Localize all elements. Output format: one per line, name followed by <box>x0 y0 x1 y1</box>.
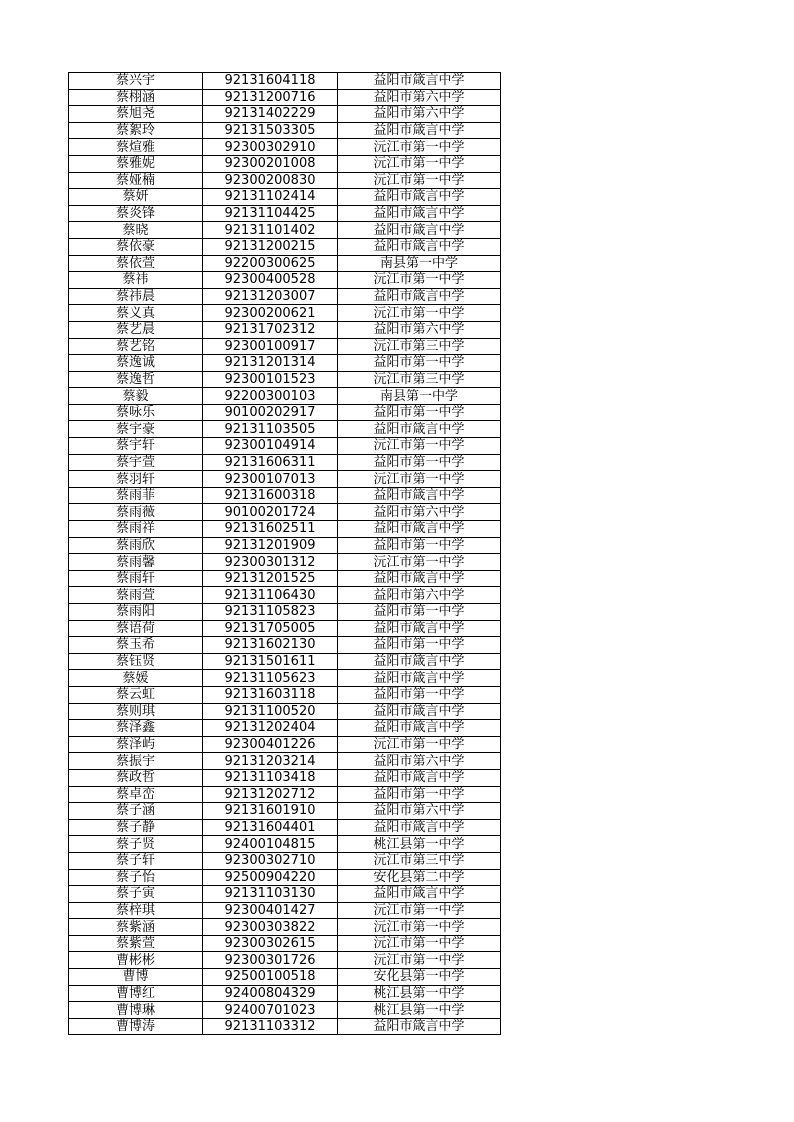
exam-number-cell: 92131103418 <box>203 769 338 786</box>
school-cell: 益阳市第六中学 <box>338 753 501 770</box>
student-name-cell: 蔡絮玲 <box>69 122 203 139</box>
student-name-cell: 蔡雨轩 <box>69 570 203 587</box>
table-row <box>69 736 501 753</box>
student-name-cell: 蔡艺晨 <box>69 321 203 338</box>
school-cell: 益阳市第六中学 <box>338 587 501 604</box>
exam-number-cell: 92300302615 <box>203 935 338 952</box>
school-cell: 益阳市箴言中学 <box>338 205 501 222</box>
table-row <box>69 1018 501 1035</box>
exam-number-cell: 92300301726 <box>203 952 338 969</box>
exam-number-cell: 92131201525 <box>203 570 338 587</box>
student-name-cell: 蔡祎晨 <box>69 288 203 305</box>
school-cell: 益阳市第一中学 <box>338 537 501 554</box>
exam-number-cell: 92300101523 <box>203 371 338 388</box>
school-cell: 益阳市箴言中学 <box>338 122 501 139</box>
school-cell: 益阳市箴言中学 <box>338 703 501 720</box>
student-name-cell: 蔡钰贤 <box>69 653 203 670</box>
student-name-cell: 蔡煊雅 <box>69 139 203 156</box>
student-name-cell: 蔡宇轩 <box>69 438 203 455</box>
exam-number-cell: 92131602130 <box>203 637 338 654</box>
table-row <box>69 653 501 670</box>
student-name-cell: 蔡雨祥 <box>69 521 203 538</box>
school-cell: 益阳市第六中学 <box>338 321 501 338</box>
table-row <box>69 238 501 255</box>
student-name-cell: 蔡子寅 <box>69 886 203 903</box>
school-cell: 益阳市箴言中学 <box>338 238 501 255</box>
school-cell: 益阳市箴言中学 <box>338 819 501 836</box>
exam-number-cell: 92300400528 <box>203 272 338 289</box>
table-row <box>69 836 501 853</box>
school-cell: 益阳市箴言中学 <box>338 222 501 239</box>
student-name-cell: 蔡语荷 <box>69 620 203 637</box>
table-row <box>69 570 501 587</box>
student-name-cell: 蔡艺铭 <box>69 338 203 355</box>
table-row <box>69 471 501 488</box>
school-cell: 益阳市第六中学 <box>338 504 501 521</box>
table-row <box>69 919 501 936</box>
school-cell: 桃江县第一中学 <box>338 836 501 853</box>
school-cell: 沅江市第三中学 <box>338 338 501 355</box>
school-cell: 沅江市第一中学 <box>338 952 501 969</box>
exam-number-cell: 92131103130 <box>203 886 338 903</box>
table-row <box>69 670 501 687</box>
table-row <box>69 554 501 571</box>
student-name-cell: 蔡子轩 <box>69 852 203 869</box>
school-cell: 桃江县第一中学 <box>338 1002 501 1019</box>
school-cell: 沅江市第一中学 <box>338 305 501 322</box>
school-cell: 安化县第一中学 <box>338 969 501 986</box>
student-name-cell: 蔡宇萱 <box>69 454 203 471</box>
table-row <box>69 985 501 1002</box>
school-cell: 益阳市箴言中学 <box>338 421 501 438</box>
table-row <box>69 172 501 189</box>
school-cell: 益阳市第一中学 <box>338 355 501 372</box>
school-cell: 益阳市箴言中学 <box>338 570 501 587</box>
school-cell: 沅江市第一中学 <box>338 919 501 936</box>
student-name-cell: 曹彬彬 <box>69 952 203 969</box>
student-name-cell: 蔡子贤 <box>69 836 203 853</box>
exam-number-cell: 92500100518 <box>203 969 338 986</box>
school-cell: 益阳市第六中学 <box>338 89 501 106</box>
school-cell: 益阳市箴言中学 <box>338 620 501 637</box>
exam-number-cell: 92200300103 <box>203 388 338 405</box>
student-name-cell: 蔡子静 <box>69 819 203 836</box>
table-row <box>69 487 501 504</box>
student-name-cell: 蔡雅妮 <box>69 155 203 172</box>
student-name-cell: 蔡旭尧 <box>69 106 203 123</box>
table-row <box>69 205 501 222</box>
exam-number-cell: 92500904220 <box>203 869 338 886</box>
exam-number-cell: 92131501611 <box>203 653 338 670</box>
table-row <box>69 786 501 803</box>
exam-number-cell: 92300201008 <box>203 155 338 172</box>
exam-number-cell: 92131604118 <box>203 73 338 90</box>
exam-number-cell: 92131201314 <box>203 355 338 372</box>
table-row <box>69 869 501 886</box>
student-name-cell: 蔡玉希 <box>69 637 203 654</box>
school-cell: 沅江市第三中学 <box>338 852 501 869</box>
school-cell: 益阳市箴言中学 <box>338 769 501 786</box>
table-row <box>69 753 501 770</box>
student-name-cell: 蔡云虹 <box>69 686 203 703</box>
table-row <box>69 139 501 156</box>
student-name-cell: 蔡羽轩 <box>69 471 203 488</box>
exam-number-cell: 92400104815 <box>203 836 338 853</box>
exam-number-cell: 92200300625 <box>203 255 338 272</box>
student-name-cell: 蔡梓琪 <box>69 902 203 919</box>
exam-number-cell: 92300100917 <box>203 338 338 355</box>
table-row <box>69 222 501 239</box>
exam-number-cell: 92131102414 <box>203 189 338 206</box>
table-row <box>69 388 501 405</box>
exam-number-cell: 92131103312 <box>203 1018 338 1035</box>
exam-number-cell: 92131104425 <box>203 205 338 222</box>
school-cell: 益阳市箴言中学 <box>338 653 501 670</box>
student-name-cell: 蔡媛 <box>69 670 203 687</box>
exam-number-cell: 92131402229 <box>203 106 338 123</box>
school-cell: 沅江市第一中学 <box>338 272 501 289</box>
student-name-cell: 蔡炎锋 <box>69 205 203 222</box>
table-row <box>69 886 501 903</box>
exam-number-cell: 90100201724 <box>203 504 338 521</box>
table-row <box>69 321 501 338</box>
table-row <box>69 537 501 554</box>
table-row <box>69 587 501 604</box>
student-name-cell: 蔡泽鑫 <box>69 720 203 737</box>
exam-number-cell: 92131202404 <box>203 720 338 737</box>
school-cell: 益阳市箴言中学 <box>338 288 501 305</box>
exam-number-cell: 92300401226 <box>203 736 338 753</box>
school-cell: 益阳市箴言中学 <box>338 73 501 90</box>
exam-number-cell: 92131201909 <box>203 537 338 554</box>
table-row <box>69 454 501 471</box>
table-row <box>69 438 501 455</box>
student-name-cell: 蔡振宇 <box>69 753 203 770</box>
exam-number-cell: 92131103505 <box>203 421 338 438</box>
table-row <box>69 288 501 305</box>
student-name-cell: 蔡雨阳 <box>69 604 203 621</box>
exam-number-cell: 92131106430 <box>203 587 338 604</box>
exam-number-cell: 92131601910 <box>203 803 338 820</box>
table-row <box>69 769 501 786</box>
school-cell: 益阳市箴言中学 <box>338 720 501 737</box>
student-name-cell: 蔡雨欣 <box>69 537 203 554</box>
table-row <box>69 305 501 322</box>
student-name-cell: 蔡娅楠 <box>69 172 203 189</box>
school-cell: 沅江市第一中学 <box>338 471 501 488</box>
table-row <box>69 189 501 206</box>
exam-number-cell: 92131604401 <box>203 819 338 836</box>
school-cell: 沅江市第一中学 <box>338 139 501 156</box>
exam-number-cell: 92400701023 <box>203 1002 338 1019</box>
table-row <box>69 122 501 139</box>
table-row <box>69 338 501 355</box>
student-name-cell: 蔡祎 <box>69 272 203 289</box>
exam-number-cell: 92300302710 <box>203 852 338 869</box>
exam-number-cell: 92131105823 <box>203 604 338 621</box>
exam-number-cell: 92131101402 <box>203 222 338 239</box>
student-name-cell: 蔡紫萱 <box>69 935 203 952</box>
school-cell: 益阳市第一中学 <box>338 404 501 421</box>
exam-number-cell: 92300104914 <box>203 438 338 455</box>
exam-number-cell: 92300401427 <box>203 902 338 919</box>
student-name-cell: 蔡毅 <box>69 388 203 405</box>
student-name-cell: 蔡妍 <box>69 189 203 206</box>
exam-number-cell: 92131705005 <box>203 620 338 637</box>
exam-number-cell: 92131200716 <box>203 89 338 106</box>
exam-number-cell: 92131200215 <box>203 238 338 255</box>
school-cell: 沅江市第一中学 <box>338 935 501 952</box>
table-row <box>69 620 501 637</box>
school-cell: 沅江市第一中学 <box>338 736 501 753</box>
school-cell: 益阳市箴言中学 <box>338 886 501 903</box>
table-row <box>69 355 501 372</box>
table-row <box>69 819 501 836</box>
school-cell: 南县第一中学 <box>338 388 501 405</box>
school-cell: 桃江县第一中学 <box>338 985 501 1002</box>
school-cell: 益阳市第一中学 <box>338 454 501 471</box>
table-row <box>69 504 501 521</box>
table-row <box>69 852 501 869</box>
exam-number-cell: 92300107013 <box>203 471 338 488</box>
student-name-cell: 曹博涛 <box>69 1018 203 1035</box>
student-name-cell: 曹博红 <box>69 985 203 1002</box>
student-name-cell: 蔡子怡 <box>69 869 203 886</box>
table-row <box>69 521 501 538</box>
table-row <box>69 703 501 720</box>
exam-number-cell: 92400804329 <box>203 985 338 1002</box>
student-name-cell: 蔡紫涵 <box>69 919 203 936</box>
student-table-body <box>69 73 501 1035</box>
exam-number-cell: 92300200621 <box>203 305 338 322</box>
exam-number-cell: 92300200830 <box>203 172 338 189</box>
school-cell: 益阳市箴言中学 <box>338 670 501 687</box>
exam-number-cell: 92131100520 <box>203 703 338 720</box>
exam-number-cell: 90100202917 <box>203 404 338 421</box>
table-row <box>69 637 501 654</box>
student-name-cell: 曹博 <box>69 969 203 986</box>
table-row <box>69 902 501 919</box>
table-row <box>69 272 501 289</box>
table-row <box>69 952 501 969</box>
exam-number-cell: 92300302910 <box>203 139 338 156</box>
table-row <box>69 935 501 952</box>
exam-number-cell: 92300303822 <box>203 919 338 936</box>
school-cell: 益阳市第一中学 <box>338 786 501 803</box>
school-cell: 益阳市箴言中学 <box>338 487 501 504</box>
school-cell: 沅江市第一中学 <box>338 438 501 455</box>
school-cell: 益阳市箴言中学 <box>338 189 501 206</box>
student-name-cell: 蔡卓峦 <box>69 786 203 803</box>
school-cell: 南县第一中学 <box>338 255 501 272</box>
table-row <box>69 404 501 421</box>
student-name-cell: 蔡逸哲 <box>69 371 203 388</box>
school-cell: 沅江市第一中学 <box>338 155 501 172</box>
table-row <box>69 969 501 986</box>
table-row <box>69 106 501 123</box>
table-row <box>69 73 501 90</box>
table-row <box>69 371 501 388</box>
school-cell: 安化县第二中学 <box>338 869 501 886</box>
student-name-cell: 蔡雨薇 <box>69 504 203 521</box>
school-cell: 沅江市第一中学 <box>338 902 501 919</box>
school-cell: 益阳市第一中学 <box>338 637 501 654</box>
student-name-cell: 蔡宇豪 <box>69 421 203 438</box>
school-cell: 沅江市第一中学 <box>338 172 501 189</box>
school-cell: 益阳市第六中学 <box>338 803 501 820</box>
student-table <box>68 72 501 1035</box>
student-name-cell: 蔡雨菲 <box>69 487 203 504</box>
student-name-cell: 蔡依豪 <box>69 238 203 255</box>
student-name-cell: 蔡逸诚 <box>69 355 203 372</box>
exam-number-cell: 92131203007 <box>203 288 338 305</box>
student-name-cell: 曹博琳 <box>69 1002 203 1019</box>
student-name-cell: 蔡晓 <box>69 222 203 239</box>
school-cell: 沅江市第一中学 <box>338 554 501 571</box>
exam-number-cell: 92131702312 <box>203 321 338 338</box>
school-cell: 益阳市箴言中学 <box>338 1018 501 1035</box>
student-name-cell: 蔡泽屿 <box>69 736 203 753</box>
student-name-cell: 蔡雨馨 <box>69 554 203 571</box>
student-name-cell: 蔡雨萱 <box>69 587 203 604</box>
table-row <box>69 255 501 272</box>
student-name-cell: 蔡子涵 <box>69 803 203 820</box>
school-cell: 益阳市第一中学 <box>338 604 501 621</box>
student-name-cell: 蔡政哲 <box>69 769 203 786</box>
student-name-cell: 蔡依萱 <box>69 255 203 272</box>
student-name-cell: 蔡义真 <box>69 305 203 322</box>
exam-number-cell: 92131603118 <box>203 686 338 703</box>
school-cell: 沅江市第三中学 <box>338 371 501 388</box>
school-cell: 益阳市第一中学 <box>338 686 501 703</box>
table-row <box>69 421 501 438</box>
exam-number-cell: 92131600318 <box>203 487 338 504</box>
exam-number-cell: 92131606311 <box>203 454 338 471</box>
table-row <box>69 720 501 737</box>
exam-number-cell: 92131203214 <box>203 753 338 770</box>
exam-number-cell: 92131602511 <box>203 521 338 538</box>
table-row <box>69 803 501 820</box>
table-row <box>69 1002 501 1019</box>
school-cell: 益阳市箴言中学 <box>338 521 501 538</box>
exam-number-cell: 92131202712 <box>203 786 338 803</box>
school-cell: 益阳市第六中学 <box>338 106 501 123</box>
table-row <box>69 604 501 621</box>
table-row <box>69 686 501 703</box>
student-name-cell: 蔡则琪 <box>69 703 203 720</box>
exam-number-cell: 92131503305 <box>203 122 338 139</box>
table-row <box>69 89 501 106</box>
student-name-cell: 蔡兴宇 <box>69 73 203 90</box>
student-name-cell: 蔡咏乐 <box>69 404 203 421</box>
exam-number-cell: 92131105623 <box>203 670 338 687</box>
exam-number-cell: 92300301312 <box>203 554 338 571</box>
table-row <box>69 155 501 172</box>
student-name-cell: 蔡栩涵 <box>69 89 203 106</box>
